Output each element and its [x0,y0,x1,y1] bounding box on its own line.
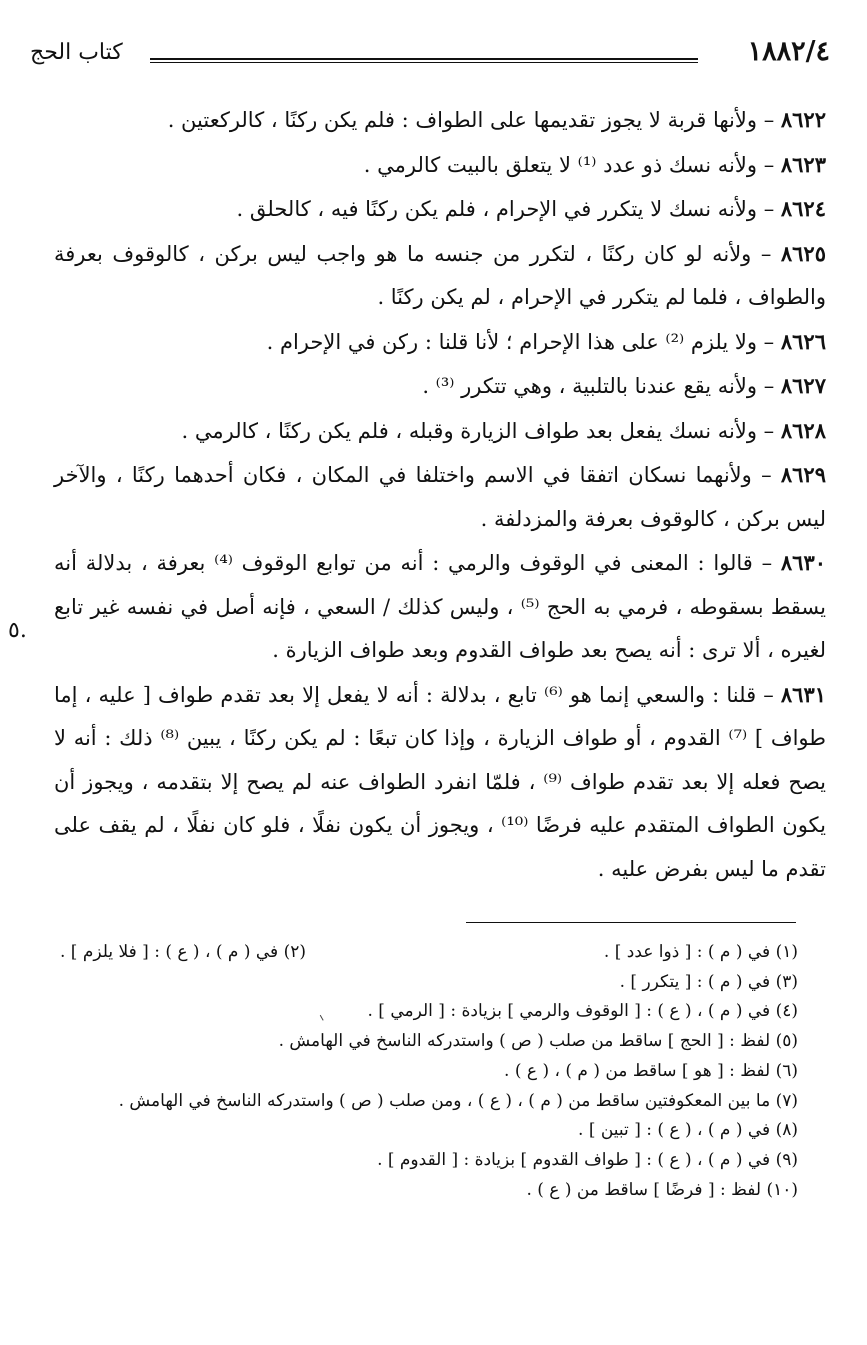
paragraph-8630 [54,541,826,673]
paragraph-text: – ولأنه نسك يفعل بعد طواف الزيارة وقبله ، فلم يكن ركنًا ، كالرمي . [181,418,781,443]
footnote-3: (٣) في ( م ) : [ يتكرر ] . [619,971,798,992]
paragraph-text: – ولأنه يقع عندنا بالتلبية ، وهي تتكرر ⁽³⁾ . [422,374,781,398]
paragraph-number: ٨٦٢٦ [780,328,826,354]
header-rule [150,58,698,63]
paragraph-8623 [54,143,826,188]
footnote-5: (٥) لفظ : [ الحج ] ساقط من صلب ( ص ) واستدركه الناسخ في الهامش . [278,1031,798,1052]
paragraph-number: ٨٦٢٤ [780,196,826,221]
paragraph-number: ٨٦٢٧ [780,373,826,398]
paragraph-number: ٨٦٢٩ [780,462,826,487]
page-header [30,36,830,80]
footnote-row [60,938,798,968]
paragraph-text: – ولأنه نسك لا يتكرر في الإحرام ، فلم يكن ركنًا فيه ، كالحلق . [236,197,781,221]
paragraph-text: – قلنا : والسعي إنما هو ⁽⁶⁾ تابع ، بدلالة : أنه لا يفعل إلا بعد تقدم طواف [ عليه ، إما طواف ] ⁽⁷⁾ القدوم ، أو طواف الزيارة ، وإذا كان تبعًا : لم يكن ركنًا ، يبين ⁽⁸⁾ ذلك : أنه لا يصح فعله إلا بعد تقدم طواف ⁽⁹⁾ ، فلمّا انفرد الطواف عنه لم يصح إلا بتقدمه ، ويجوز أن يكون الطواف المتقدم عليه فرضًا ⁽¹⁰⁾ ، ويجوز أن يكون نفلًا ، فلو كان نفلًا ، لم يقف على تقدم ما ليس بفرض عليه . [54,682,826,881]
paragraph-8625 [54,232,826,320]
page-number: ١٨٨٢/٤ [747,36,830,67]
paragraph-text: – ولأنها قربة لا يجوز تقديمها على الطواف : فلم يكن ركنًا ، كالركعتين . [167,108,781,132]
footnote-7: (٧) ما بين المعكوفتين ساقط من ( م ) ، ( ع ) ، ومن صلب ( ص ) واستدركه الناسخ في الهامش . [118,1090,798,1111]
footnote-1: (١) في ( م ) : [ ذوا عدد ] . [603,942,798,962]
paragraph-text: – قالوا : المعنى في الوقوف والرمي : أنه من توابع الوقوف ⁽⁴⁾ بعرفة ، بدلالة أنه يسقط بسقوطه ، فرمي به الحج ⁽⁵⁾ ، وليس كذلك / السعي ، فإنه أصل في نفسه غير تابع لغيره ، ألا ترى : أنه يصح بعد طواف القدوم وبعد طواف الزيارة . [54,551,826,662]
paragraph-number: ٨٦٢٣ [780,151,826,177]
running-title: كتاب الحج [30,40,123,65]
footnote-8: (٨) في ( م ) ، ( ع ) : [ تبين ] . [578,1120,798,1141]
paragraph-number: ٨٦٢٨ [780,417,826,443]
paragraph-8628 [54,409,826,454]
footnote-4: (٤) في ( م ) ، ( ع ) : [ الوقوف والرمي ] بزيادة : [ الرمي ] . [367,1001,798,1022]
footnotes [60,938,798,1205]
paragraph-text: – ولأنه لو كان ركنًا ، لتكرر من جنسه ما هو واجب ليس بركن ، كالوقوف بعرفة والطواف ، فلما لم يتكرر في الإحرام ، لم يكن ركنًا . [54,241,826,309]
footnote-divider [466,922,796,923]
footnote-10: (١٠) لفظ : [ فرضًا ] ساقط من ( ع ) . [526,1179,798,1200]
paragraph-8627 [54,364,826,409]
footnote-9: (٩) في ( م ) ، ( ع ) : [ طواف القدوم ] بزيادة : [ القدوم ] . [377,1149,798,1170]
paragraph-text: – ولأنه نسك ذو عدد ⁽¹⁾ لا يتعلق بالبيت كالرمي . [363,152,781,177]
footnote-6: (٦) لفظ : [ هو ] ساقط من ( م ) ، ( ع ) . [504,1060,798,1081]
paragraph-8629 [54,453,826,541]
paragraph-8626 [54,320,826,365]
paragraph-number: ٨٦٢٢ [780,107,826,132]
paragraph-number: ٨٦٢٥ [780,240,826,266]
margin-page-mark: .٥ [8,618,27,643]
paragraph-number: ٨٦٣٠ [780,550,827,575]
footnote-2: (٢) في ( م ) ، ( ع ) : [ فلا يلزم ] . [60,942,306,962]
main-text [54,98,826,891]
paragraph-number: ٨٦٣١ [780,681,827,707]
paragraph-8631 [54,673,826,892]
paragraph-8624 [54,187,826,232]
paragraph-text: – ولأنهما نسكان اتفقا في الاسم واختلفا في المكان ، فكان أحدهما ركنًا ، والآخر ليس بركن ، كالوقوف بعرفة والمزدلفة . [54,463,826,531]
paragraph-text: – ولا يلزم ⁽²⁾ على هذا الإحرام ؛ لأنا قلنا : ركن في الإحرام . [266,329,781,354]
paragraph-8622 [54,98,826,143]
